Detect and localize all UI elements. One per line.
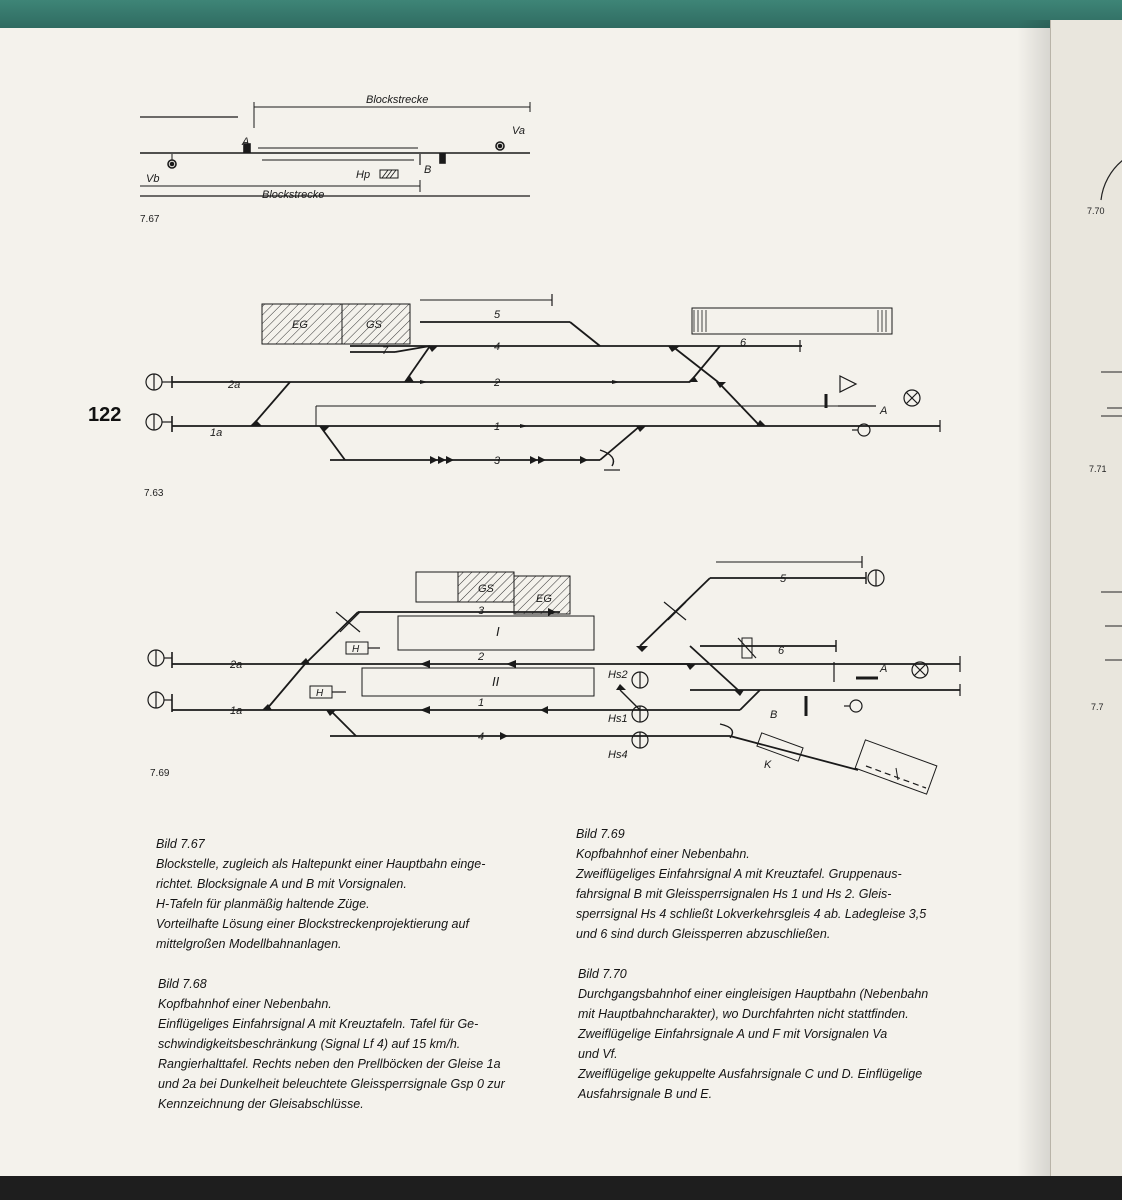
f768-track-2a: 2a xyxy=(228,379,241,391)
f769-track-1a: 1a xyxy=(230,705,243,717)
f768-signal-A: A xyxy=(880,405,888,417)
f768-track-1: 1 xyxy=(494,421,501,433)
f767-hp: Hp xyxy=(356,169,371,181)
f769-track-6: 6 xyxy=(778,645,785,657)
right-page-edge xyxy=(1050,20,1122,1180)
f769-K: K xyxy=(764,759,772,771)
f769-track-3: 3 xyxy=(478,605,485,617)
caption-767-line-3: H-Tafeln für planmäßig haltende Züge. xyxy=(156,897,370,911)
caption-bild-7-69 xyxy=(576,824,976,944)
f769-platform-I: I xyxy=(496,624,500,639)
f767-vorsignal-Vb: Vb xyxy=(146,173,160,185)
caption-767-line-1: Blockstelle, zugleich als Haltepunkt einer Hauptbahn einge- xyxy=(156,857,486,871)
caption-769-line-5: und 6 sind durch Gleissperren abzuschließen. xyxy=(576,927,831,941)
caption-bild-7-68 xyxy=(158,974,556,1114)
f769-Hs1: Hs1 xyxy=(608,713,628,725)
f769-platform-II: II xyxy=(492,674,500,689)
right-fig-label-a: 7.70 xyxy=(1087,206,1105,216)
f768-track-7: 7 xyxy=(382,345,389,357)
caption-767-line-5: mittelgroßen Modellbahnanlagen. xyxy=(156,937,342,951)
f768-EG: EG xyxy=(292,319,308,331)
f768-track-6: 6 xyxy=(740,337,747,349)
f767-blockstrecke-bottom: Blockstrecke xyxy=(262,189,325,201)
caption-770-line-1: Durchgangsbahnhof einer eingleisigen Hauptbahn (Nebenbahn xyxy=(578,987,929,1001)
f768-track-5: 5 xyxy=(494,309,501,321)
f767-number: 7.67 xyxy=(140,214,160,225)
right-fig-label-b: 7.71 xyxy=(1089,464,1107,474)
f769-number: 7.69 xyxy=(150,768,170,779)
caption-767-line-4: Vorteilhafte Lösung einer Blockstreckenprojektierung auf xyxy=(156,917,469,931)
caption-769-line-1: Kopfbahnhof einer Nebenbahn. xyxy=(576,847,750,861)
caption-768-line-6: Kennzeichnung der Gleisabschlüsse. xyxy=(158,1097,364,1111)
f769-Hs2: Hs2 xyxy=(608,669,628,681)
f769-track-4: 4 xyxy=(478,731,485,743)
f767-signal-A: A xyxy=(242,136,250,148)
caption-768-line-2: Einflügeliges Einfahrsignal A mit Kreuztafeln. Tafel für Ge- xyxy=(158,1017,479,1031)
f769-track-5: 5 xyxy=(780,573,787,585)
caption-768-line-3: schwindigkeitsbeschränkung (Signal Lf 4) auf 15 km/h. xyxy=(158,1037,461,1051)
caption-768-line-1: Kopfbahnhof einer Nebenbahn. xyxy=(158,997,332,1011)
caption-bild-7-67 xyxy=(156,834,554,954)
caption-770-line-6: Ausfahrsignale B und E. xyxy=(578,1087,713,1101)
f769-GS: GS xyxy=(478,583,494,595)
caption-770-line-4: und Vf. xyxy=(578,1047,618,1061)
caption-770-line-2: mit Hauptbahncharakter), wo Durchfahrten nicht stattfinden. xyxy=(578,1007,909,1021)
f769-EG: EG xyxy=(536,593,552,605)
f768-track-1a: 1a xyxy=(210,427,223,439)
right-fig-label-c: 7.7 xyxy=(1091,702,1104,712)
f769-H-board-1: H xyxy=(352,644,360,655)
caption-768-line-4: Rangierhalttafel. Rechts neben den Prellböcken der Gleise 1a xyxy=(158,1057,501,1071)
page-number: 122 xyxy=(88,404,122,426)
f769-signal-B: B xyxy=(770,709,778,721)
f768-GS: GS xyxy=(366,319,382,331)
f768-number: 7.63 xyxy=(144,488,164,499)
caption-768-title: Bild 7.68 xyxy=(158,977,207,991)
caption-770-title: Bild 7.70 xyxy=(578,967,627,981)
f768-track-3: 3 xyxy=(494,455,501,467)
f769-track-2: 2 xyxy=(478,651,485,663)
caption-768-line-5: und 2a bei Dunkelheit beleuchtete Gleissperrsignale Gsp 0 zur xyxy=(158,1077,505,1091)
caption-769-line-4: sperrsignal Hs 4 schließt Lokverkehrsgleis 4 ab. Ladegleise 3,5 xyxy=(576,907,927,921)
f767-vorsignal-Va: Va xyxy=(512,125,526,137)
caption-767-line-2: richtet. Blocksignale A und B mit Vorsignalen. xyxy=(156,877,407,891)
caption-769-title: Bild 7.69 xyxy=(576,827,625,841)
f769-track-1: 1 xyxy=(478,697,485,709)
f768-track-4: 4 xyxy=(494,341,501,353)
f767-signal-B: B xyxy=(424,164,432,176)
f768-track-2: 2 xyxy=(494,377,501,389)
caption-770-line-5: Zweiflügelige gekuppelte Ausfahrsignale C und D. Einflügelige xyxy=(578,1067,923,1081)
f769-H-board-2: H xyxy=(316,688,324,699)
f769-Hs4: Hs4 xyxy=(608,749,628,761)
caption-767-title: Bild 7.67 xyxy=(156,837,205,851)
caption-769-line-2: Zweiflügeliges Einfahrsignal A mit Kreuztafel. Gruppenaus- xyxy=(576,867,902,881)
caption-bild-7-70 xyxy=(578,964,978,1104)
f769-track-2a: 2a xyxy=(230,659,243,671)
f767-blockstrecke-top: Blockstrecke xyxy=(366,94,429,106)
f769-signal-A: A xyxy=(880,663,888,675)
caption-770-line-3: Zweiflügelige Einfahrsignale A und F mit Vorsignalen Va xyxy=(578,1027,888,1041)
caption-769-line-3: fahrsignal B mit Gleissperrsignalen Hs 1 und Hs 2. Gleis- xyxy=(576,887,892,901)
